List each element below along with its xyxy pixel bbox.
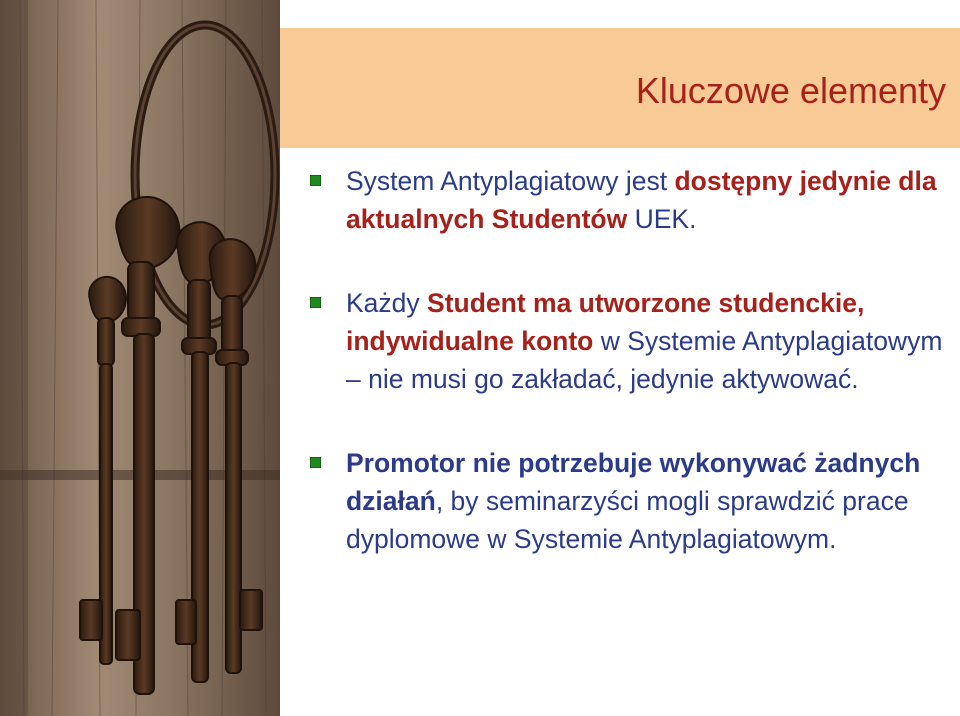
bullet-text: System Antyplagiatowy jest [346,166,675,196]
square-bullet-icon [310,175,321,186]
bullet-item-promotor [310,444,946,558]
bullet-emphasis: Student ma utworzone studenckie, indywidualne konto [346,288,865,356]
bullet-text: , by seminarzyści mogli sprawdzić prace dyplomowe w Systemie Antyplagiatowym. [346,486,909,554]
bullet-item-student-account [310,284,946,398]
bullet-text: Każdy [346,288,428,318]
bullet-list [310,162,946,558]
square-bullet-icon [310,297,321,308]
bullet-text: UEK. [627,204,697,234]
bullet-emphasis: dostępny jedynie dla aktualnych Studentów [346,166,937,234]
bullet-item-access [310,162,946,238]
bullet-text: w Systemie Antyplagiatowym – nie musi go zakładać, jedynie aktywować. [346,326,943,394]
antique-keys-photo-icon [0,0,280,716]
slide-title: Kluczowe elementy [635,70,946,111]
bullet-emphasis: Promotor nie potrzebuje wykonywać żadnych działań [346,448,921,516]
square-bullet-icon [310,457,321,468]
